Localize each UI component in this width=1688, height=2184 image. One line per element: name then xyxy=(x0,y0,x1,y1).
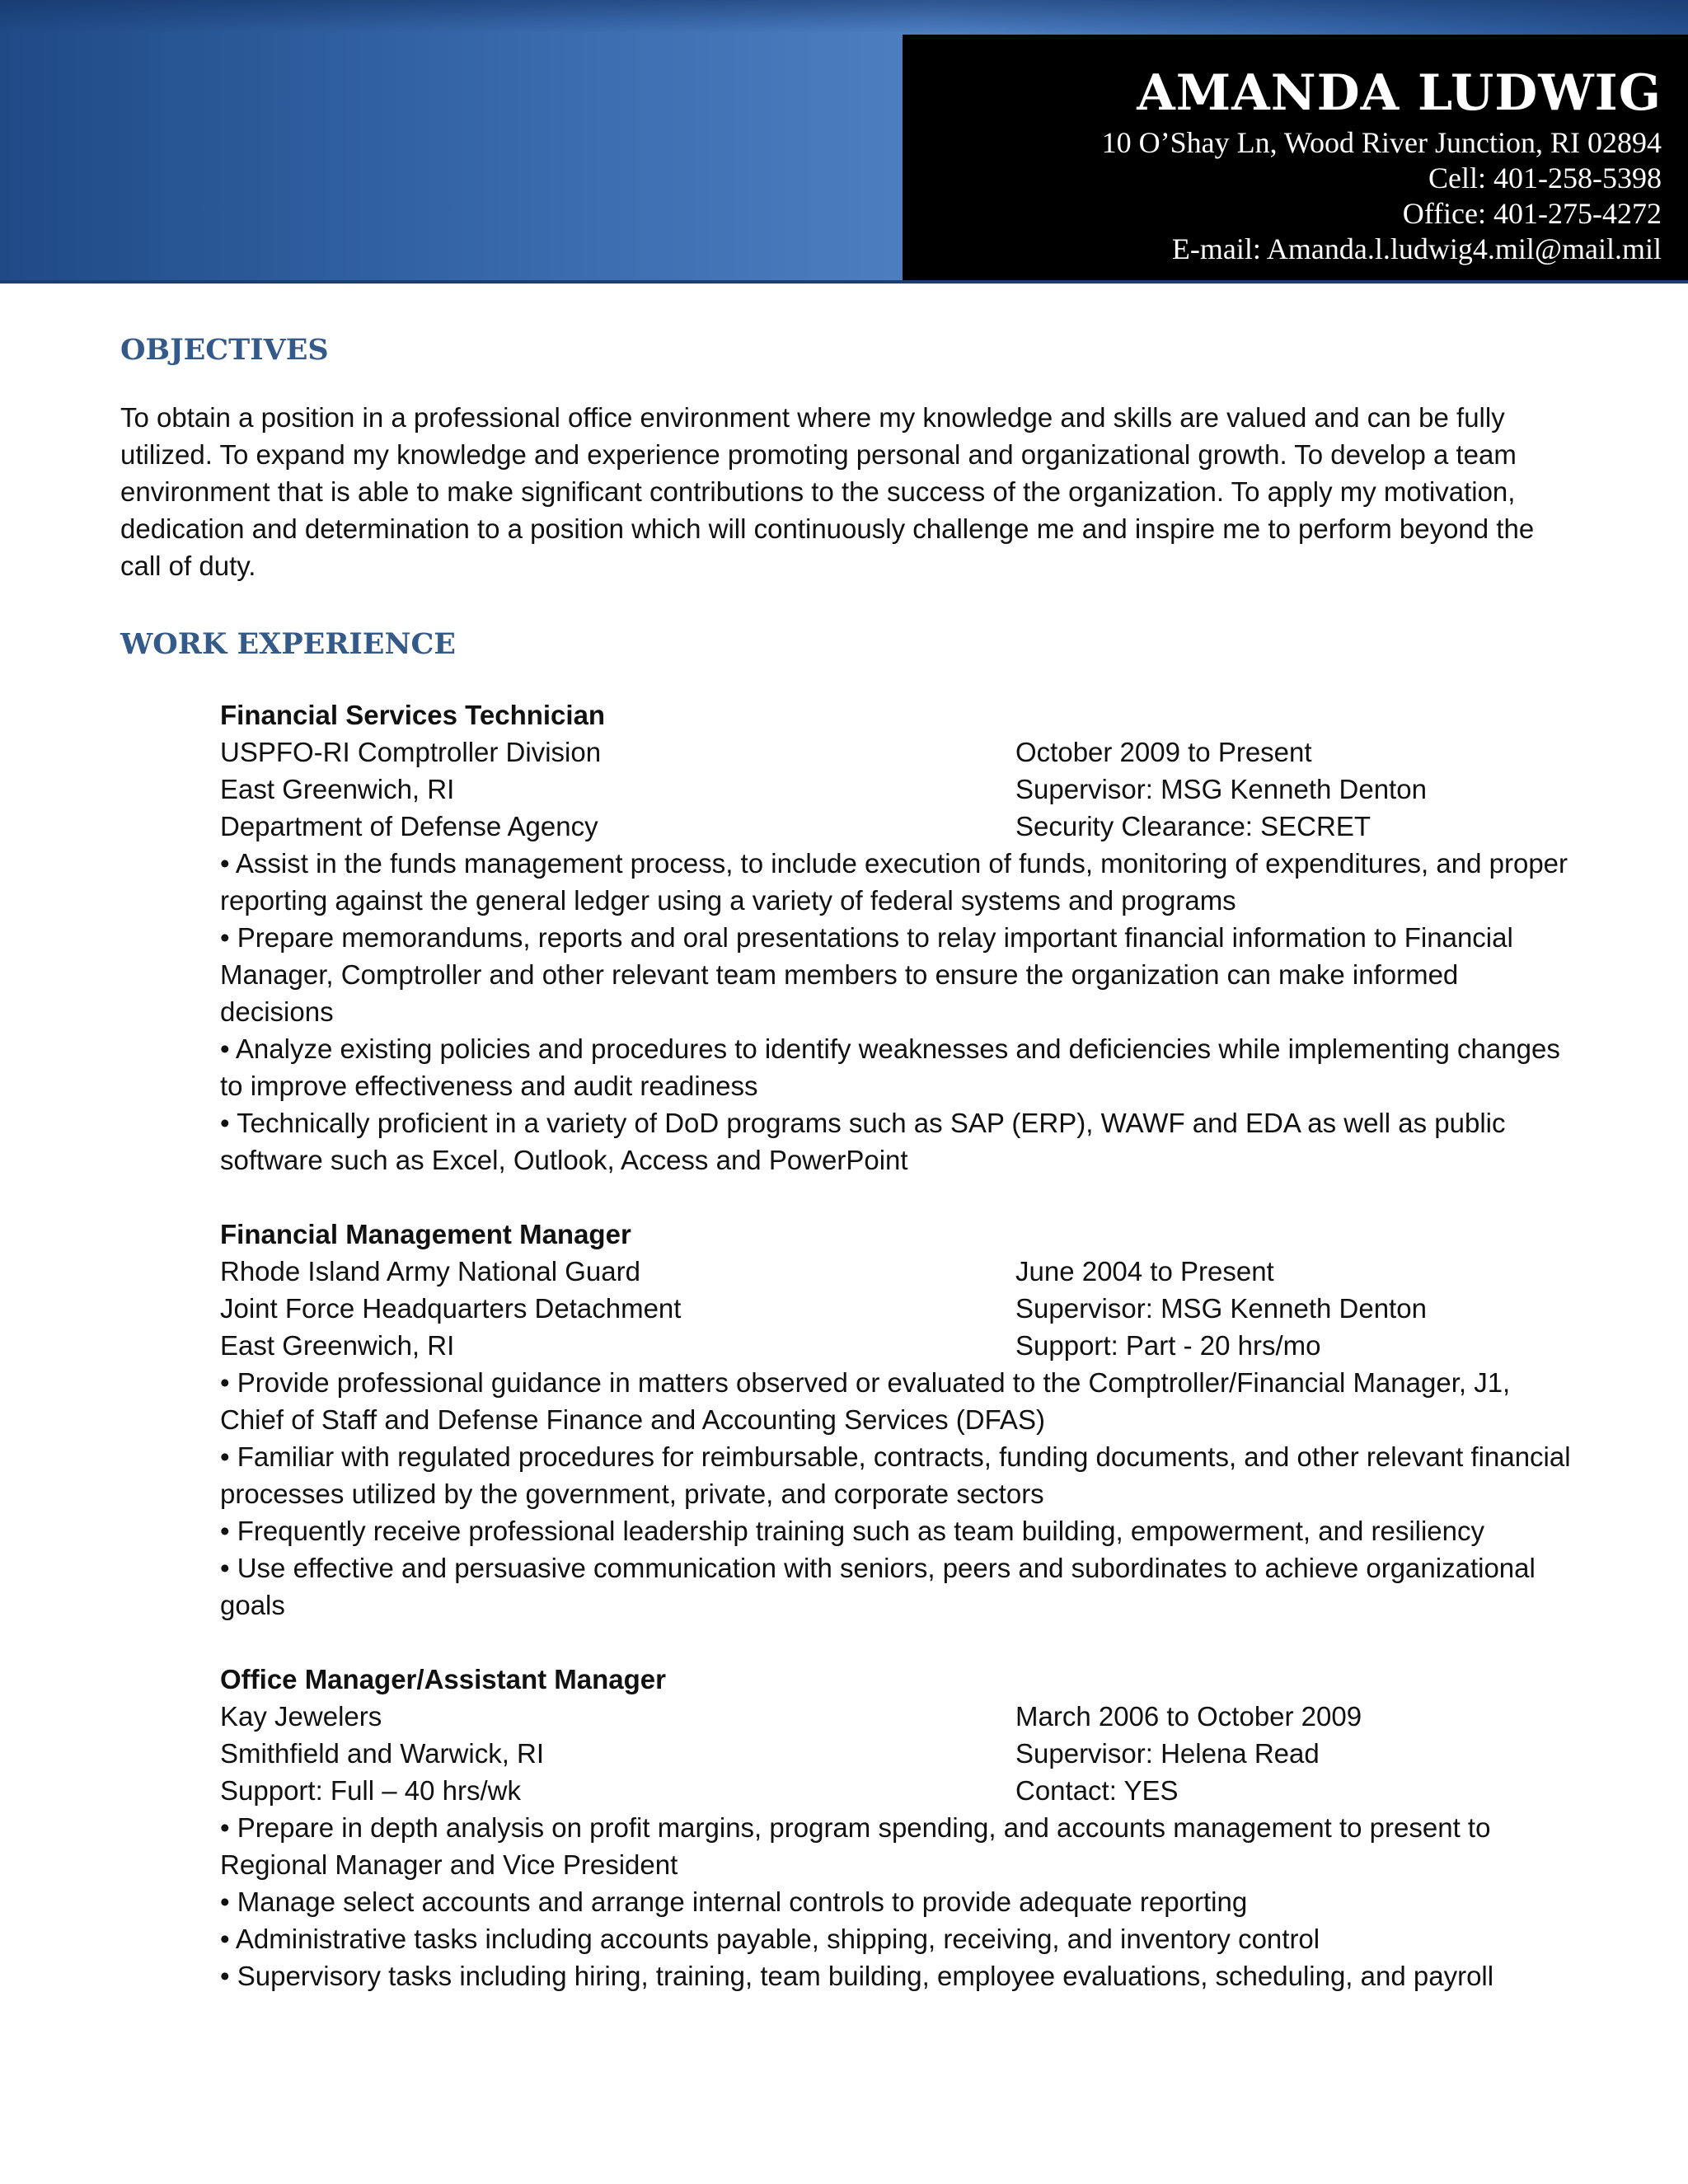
work-experience-heading: WORK EXPERIENCE xyxy=(120,627,456,661)
job-location: East Greenwich, RI xyxy=(220,1330,455,1361)
job-entry xyxy=(220,1661,1579,1994)
job-employer: USPFO-RI Comptroller Division xyxy=(220,737,602,767)
job-title: Financial Services Technician xyxy=(220,700,606,730)
job-employer: Kay Jewelers xyxy=(220,1701,382,1732)
job-meta-row xyxy=(220,1290,1579,1327)
job-entry xyxy=(220,696,1579,1179)
job-agency: Department of Defense Agency xyxy=(220,811,598,841)
job-employer: Rhode Island Army National Guard xyxy=(220,1256,640,1286)
job-bullet: • Familiar with regulated procedures for reimbursable, contracts, funding documents, and other relevant financial processes utilized by the government, private, and corporate sectors xyxy=(220,1441,1571,1509)
job-dates: October 2009 to Present xyxy=(1015,737,1312,767)
contact-box xyxy=(903,35,1688,280)
job-meta-row xyxy=(220,1735,1579,1772)
job-bullet: • Supervisory tasks including hiring, training, team building, employee evaluations, scheduling, and payroll xyxy=(220,1961,1494,1991)
job-bullet: • Administrative tasks including accounts payable, shipping, receiving, and inventory control xyxy=(220,1924,1320,1954)
job-unit: Joint Force Headquarters Detachment xyxy=(220,1293,682,1324)
job-bullet: • Provide professional guidance in matters observed or evaluated to the Comptroller/Financial Manager, J1, Chief of Staff and Defense Finance and Accounting Services (DFAS) xyxy=(220,1367,1511,1435)
job-supervisor: Supervisor: Helena Read xyxy=(1015,1738,1320,1769)
job-dates: March 2006 to October 2009 xyxy=(1015,1701,1362,1732)
job-supervisor: Supervisor: MSG Kenneth Denton xyxy=(1015,774,1427,804)
job-support: Support: Part - 20 hrs/mo xyxy=(1015,1330,1321,1361)
job-contact: Contact: YES xyxy=(1015,1775,1179,1806)
email: E-mail: Amanda.l.ludwig4.mil@mail.mil xyxy=(1171,232,1662,265)
objectives-text: To obtain a position in a professional office environment where my knowledge and skills are valued and can be fully utilized. To expand my knowledge and experience promoting personal and organizational growth. To develop a team environment that is able to make significant contributions to the success of the organization. To apply my motivation, dedication and determination to a position which will continuously challenge me and inspire me to perform beyond the call of duty. xyxy=(120,402,1535,581)
job-title: Office Manager/Assistant Manager xyxy=(220,1664,666,1694)
job-meta-row xyxy=(220,1327,1579,1364)
job-dates: June 2004 to Present xyxy=(1015,1256,1274,1286)
address: 10 O’Shay Ln, Wood River Junction, RI 02894 xyxy=(1101,126,1662,159)
job-title: Financial Management Manager xyxy=(220,1219,631,1249)
job-support: Support: Full – 40 hrs/wk xyxy=(220,1775,521,1806)
job-bullet: • Prepare in depth analysis on profit margins, program spending, and accounts management to present to Regional Manager and Vice President xyxy=(220,1812,1491,1880)
job-bullet: • Manage select accounts and arrange internal controls to provide adequate reporting xyxy=(220,1886,1248,1917)
applicant-name: AMANDA LUDWIG xyxy=(1137,64,1662,122)
job-list xyxy=(220,696,1579,1994)
office-phone: Office: 401-275-4272 xyxy=(1402,197,1662,230)
job-supervisor: Supervisor: MSG Kenneth Denton xyxy=(1015,1293,1427,1324)
cell-phone: Cell: 401-258-5398 xyxy=(1428,162,1662,194)
objectives-heading: OBJECTIVES xyxy=(120,333,329,367)
job-bullet: • Frequently receive professional leadership training such as team building, empowerment, and resiliency xyxy=(220,1516,1485,1546)
job-meta-row xyxy=(220,1253,1579,1290)
job-entry xyxy=(220,1216,1579,1624)
job-location: East Greenwich, RI xyxy=(220,774,455,804)
job-bullet: • Assist in the funds management process, to include execution of funds, monitoring of expenditures, and proper reporting against the general ledger using a variety of federal systems and programs xyxy=(220,848,1568,916)
job-meta-row xyxy=(220,808,1579,845)
job-bullet: • Technically proficient in a variety of DoD programs such as SAP (ERP), WAWF and EDA as well as public software such as Excel, Outlook, Access and PowerPoint xyxy=(220,1108,1506,1175)
job-meta-row xyxy=(220,1698,1579,1735)
job-bullet: • Analyze existing policies and procedures to identify weaknesses and deficiencies while implementing changes to improve effectiveness and audit readiness xyxy=(220,1033,1560,1101)
job-bullet: • Use effective and persuasive communication with seniors, peers and subordinates to achieve organizational goals xyxy=(220,1553,1536,1620)
job-clearance: Security Clearance: SECRET xyxy=(1015,811,1371,841)
job-meta-row xyxy=(220,1772,1579,1809)
job-meta-row xyxy=(220,733,1579,771)
job-meta-row xyxy=(220,771,1579,808)
job-location: Smithfield and Warwick, RI xyxy=(220,1738,545,1769)
job-bullet: • Prepare memorandums, reports and oral presentations to relay important financial information to Financial Manager, Comptroller and other relevant team members to ensure the organization can make informed decisions xyxy=(220,922,1513,1027)
resume-body xyxy=(120,330,1579,2032)
